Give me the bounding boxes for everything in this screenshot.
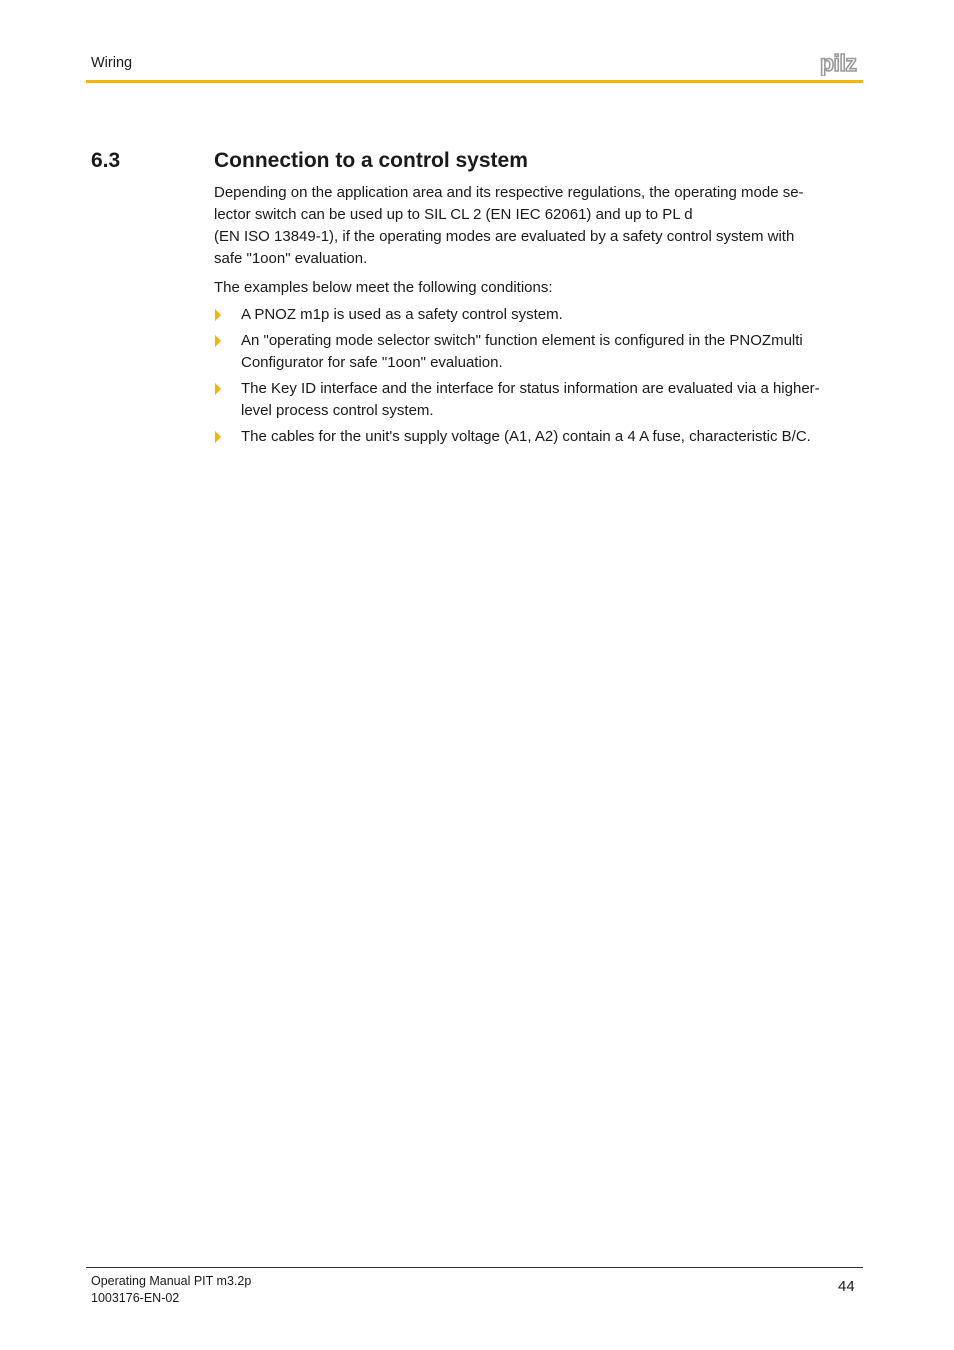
svg-text:pilz: pilz [820, 52, 857, 76]
document-number: 1003176-EN-02 [91, 1291, 180, 1305]
list-item [214, 304, 864, 326]
page-number: 44 [838, 1278, 855, 1295]
section-title: Connection to a control system [214, 149, 528, 172]
list-item [214, 426, 864, 448]
list-item-text: An "operating mode selector switch" function element is configured in the PNOZmulti [241, 332, 803, 349]
conditions-lead: The examples below meet the following conditions: [214, 279, 553, 296]
list-item-text: level process control system. [241, 402, 434, 419]
list-item-text: Configurator for safe "1oon" evaluation. [241, 354, 503, 371]
intro-line: Depending on the application area and its respective regulations, the operating mode se- [214, 184, 804, 201]
running-header: Wiring [91, 55, 133, 71]
intro-line: safe "1oon" evaluation. [214, 250, 368, 267]
conditions-list [214, 304, 864, 452]
bullet-arrow-icon [215, 431, 221, 443]
manual-title: Operating Manual PIT m3.2p [91, 1274, 252, 1288]
bullet-arrow-icon [215, 383, 221, 395]
list-item [214, 378, 864, 422]
section-number: 6.3 [91, 149, 121, 172]
header-rule [86, 80, 863, 83]
intro-line: lector switch can be used up to SIL CL 2 (EN IEC 62061) and up to PL d [214, 206, 693, 223]
bullet-arrow-icon [215, 309, 221, 321]
list-item-text: A PNOZ m1p is used as a safety control system. [241, 306, 563, 323]
bullet-arrow-icon [215, 335, 221, 347]
footer-info [91, 1273, 251, 1307]
list-item [214, 330, 864, 374]
intro-line: (EN ISO 13849-1), if the operating modes are evaluated by a safety control system with [214, 228, 795, 245]
pilz-logo [820, 52, 864, 76]
list-item-text: The cables for the unit's supply voltage (A1, A2) contain a 4 A fuse, characteristic B/C. [241, 428, 811, 445]
footer-rule [86, 1267, 863, 1268]
list-item-text: The Key ID interface and the interface for status information are evaluated via a higher- [241, 380, 820, 397]
intro-paragraph [214, 182, 864, 270]
